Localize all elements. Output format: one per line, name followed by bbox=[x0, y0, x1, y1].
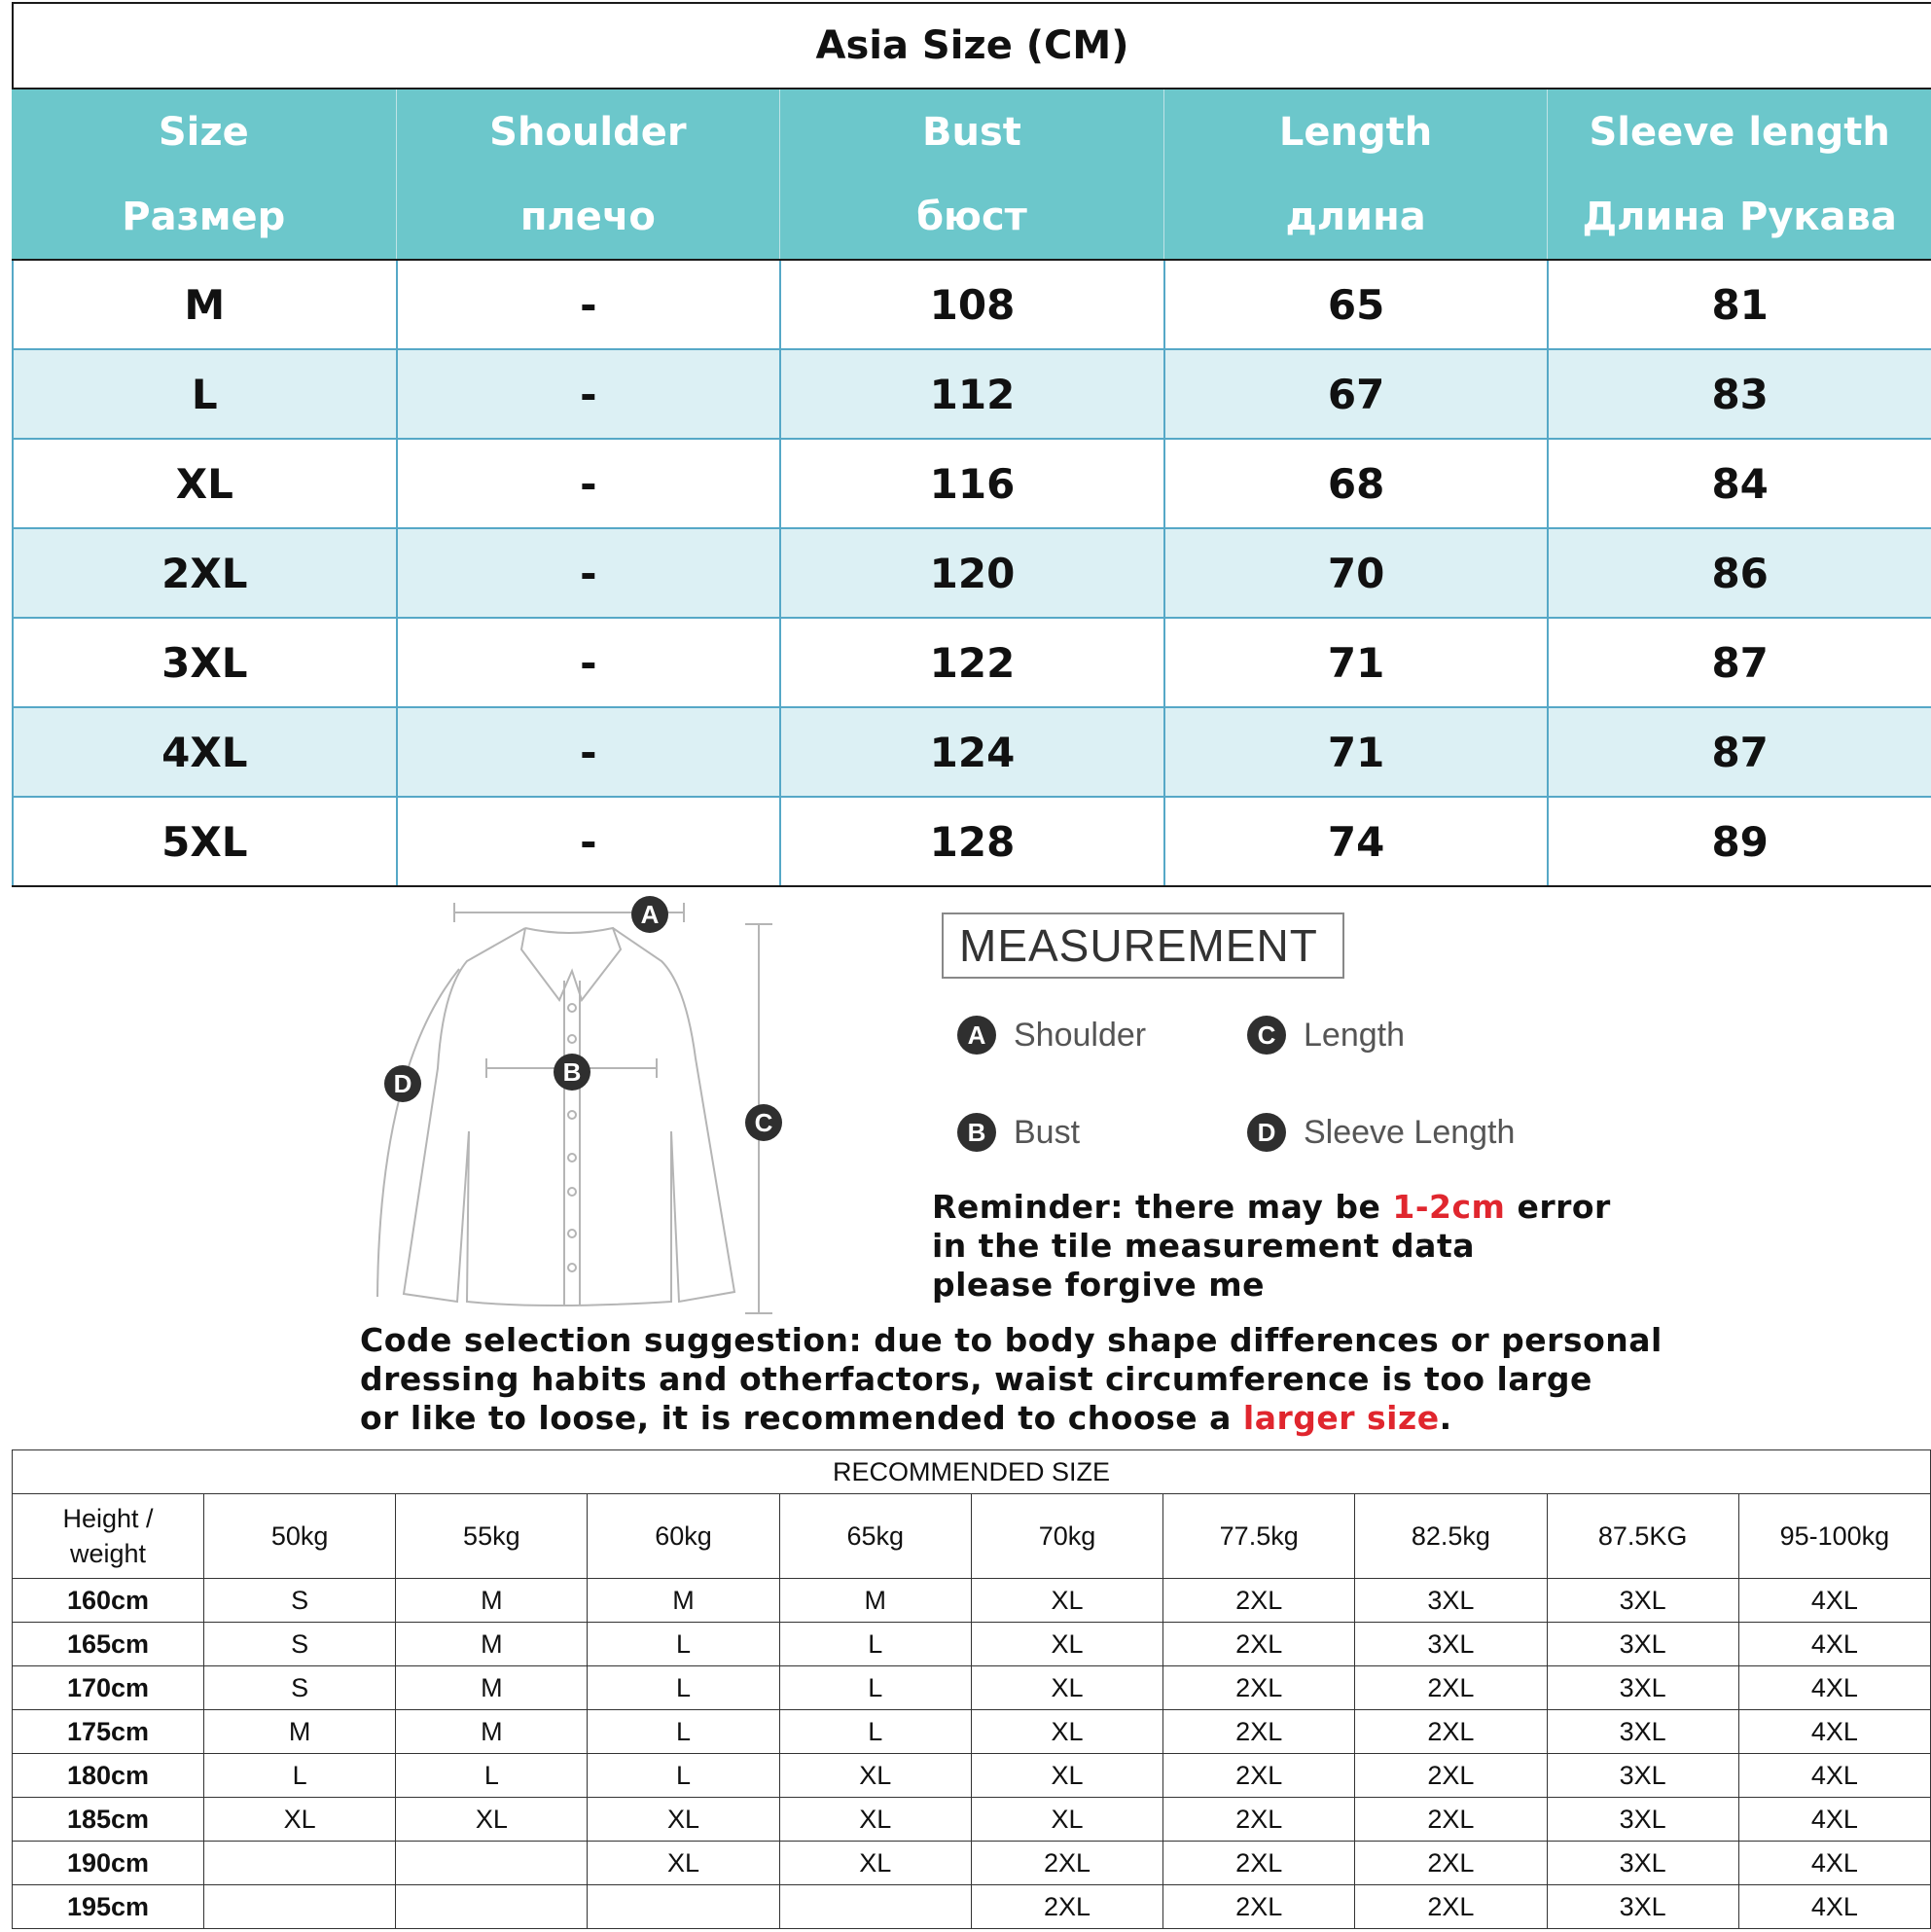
header-size-ru: Размер bbox=[122, 194, 286, 239]
legend-item-length bbox=[1247, 1016, 1405, 1055]
table-row bbox=[13, 1842, 1931, 1885]
header-sleeve-length-ru: Длина Рукава bbox=[1547, 174, 1931, 259]
cell-size: L bbox=[12, 350, 396, 438]
cell-length: 65 bbox=[1163, 261, 1548, 348]
svg-text:C: C bbox=[754, 1108, 773, 1137]
size-cell bbox=[204, 1885, 396, 1929]
marker-d-icon bbox=[384, 1065, 421, 1102]
cell-bust: 122 bbox=[779, 619, 1163, 706]
weight-header: 60kg bbox=[588, 1494, 779, 1579]
suggestion-line-2: dressing habits and otherfactors, waist circumference is too large bbox=[360, 1360, 1592, 1398]
size-cell bbox=[779, 1885, 971, 1929]
cell-shoulder: - bbox=[396, 529, 780, 617]
size-cell: 4XL bbox=[1738, 1885, 1930, 1929]
weight-header: 95-100kg bbox=[1738, 1494, 1930, 1579]
suggestion-line-3 bbox=[360, 1399, 1663, 1438]
size-cell: M bbox=[204, 1710, 396, 1754]
svg-text:B: B bbox=[562, 1057, 582, 1087]
cell-bust: 128 bbox=[779, 798, 1163, 885]
size-cell: XL bbox=[396, 1798, 588, 1842]
size-cell: M bbox=[779, 1579, 971, 1623]
weight-header: 70kg bbox=[971, 1494, 1162, 1579]
cell-sleeve-length: 83 bbox=[1547, 350, 1931, 438]
cell-sleeve-length: 86 bbox=[1547, 529, 1931, 617]
size-cell: L bbox=[204, 1754, 396, 1798]
cell-bust: 116 bbox=[779, 440, 1163, 527]
size-cell: XL bbox=[779, 1754, 971, 1798]
weight-header: 82.5kg bbox=[1355, 1494, 1547, 1579]
header-shoulder-ru: плечо bbox=[396, 174, 780, 259]
size-cell: 2XL bbox=[1163, 1842, 1355, 1885]
size-cell bbox=[588, 1885, 779, 1929]
marker-a-icon bbox=[631, 896, 668, 933]
weight-header: 65kg bbox=[779, 1494, 971, 1579]
height-cell: 170cm bbox=[13, 1666, 204, 1710]
header-row-ru bbox=[12, 174, 1931, 261]
suggestion-line-1: Code selection suggestion: due to body shape differences or personal bbox=[360, 1321, 1663, 1359]
size-cell: XL bbox=[204, 1798, 396, 1842]
header-size: Size bbox=[158, 109, 249, 155]
size-cell: XL bbox=[971, 1623, 1162, 1666]
size-row bbox=[12, 708, 1931, 798]
size-cell: L bbox=[588, 1623, 779, 1666]
size-cell: 4XL bbox=[1738, 1623, 1930, 1666]
size-cell: L bbox=[779, 1666, 971, 1710]
measurement-title: MEASUREMENT bbox=[942, 912, 1344, 979]
height-weight-header bbox=[13, 1494, 204, 1579]
cell-sleeve-length: 87 bbox=[1547, 619, 1931, 706]
size-cell: 2XL bbox=[1163, 1579, 1355, 1623]
suggestion-suffix: . bbox=[1439, 1399, 1452, 1437]
header-row-en bbox=[12, 88, 1931, 174]
marker-b-icon bbox=[554, 1054, 590, 1091]
size-row bbox=[12, 529, 1931, 619]
size-cell: 4XL bbox=[1738, 1710, 1930, 1754]
marker-c-icon bbox=[745, 1104, 782, 1141]
legend-item-bust bbox=[957, 1113, 1080, 1152]
size-cell: XL bbox=[779, 1842, 971, 1885]
cell-size: XL bbox=[12, 440, 396, 527]
height-cell: 180cm bbox=[13, 1754, 204, 1798]
size-cell: XL bbox=[971, 1798, 1162, 1842]
size-cell: XL bbox=[971, 1710, 1162, 1754]
weight-header: 87.5KG bbox=[1547, 1494, 1738, 1579]
cell-size: 3XL bbox=[12, 619, 396, 706]
cell-shoulder: - bbox=[396, 619, 780, 706]
size-cell: L bbox=[588, 1710, 779, 1754]
size-cell: 3XL bbox=[1547, 1798, 1738, 1842]
cell-shoulder: - bbox=[396, 261, 780, 348]
cell-shoulder: - bbox=[396, 440, 780, 527]
marker-a-icon: A bbox=[957, 1016, 996, 1055]
size-cell: 3XL bbox=[1547, 1710, 1738, 1754]
size-cell: 2XL bbox=[1163, 1623, 1355, 1666]
height-cell: 160cm bbox=[13, 1579, 204, 1623]
legend-item-sleeve-length bbox=[1247, 1113, 1515, 1152]
height-cell: 195cm bbox=[13, 1885, 204, 1929]
size-cell: XL bbox=[779, 1798, 971, 1842]
size-cell bbox=[396, 1842, 588, 1885]
size-cell: 4XL bbox=[1738, 1842, 1930, 1885]
table-row bbox=[13, 1666, 1931, 1710]
size-row bbox=[12, 261, 1931, 350]
cell-bust: 124 bbox=[779, 708, 1163, 796]
table-row bbox=[13, 1623, 1931, 1666]
legend-label-length: Length bbox=[1304, 1016, 1405, 1054]
size-cell: 4XL bbox=[1738, 1754, 1930, 1798]
size-cell: 2XL bbox=[1355, 1710, 1547, 1754]
height-cell: 190cm bbox=[13, 1842, 204, 1885]
size-cell: L bbox=[588, 1754, 779, 1798]
size-cell: M bbox=[396, 1623, 588, 1666]
height-cell: 165cm bbox=[13, 1623, 204, 1666]
weight-header: 50kg bbox=[204, 1494, 396, 1579]
size-cell: S bbox=[204, 1579, 396, 1623]
cell-bust: 112 bbox=[779, 350, 1163, 438]
legend-label-bust: Bust bbox=[1014, 1113, 1081, 1151]
cell-size: M bbox=[12, 261, 396, 348]
cell-sleeve-length: 81 bbox=[1547, 261, 1931, 348]
size-cell: 2XL bbox=[1163, 1666, 1355, 1710]
size-cell: 3XL bbox=[1547, 1842, 1738, 1885]
shirt-diagram bbox=[350, 893, 798, 1321]
size-cell: XL bbox=[971, 1579, 1162, 1623]
size-cell: 2XL bbox=[971, 1842, 1162, 1885]
size-cell: L bbox=[588, 1666, 779, 1710]
size-cell: 3XL bbox=[1547, 1579, 1738, 1623]
weight-header: 77.5kg bbox=[1163, 1494, 1355, 1579]
table-row bbox=[13, 1710, 1931, 1754]
weight-header: 55kg bbox=[396, 1494, 588, 1579]
svg-text:A: A bbox=[640, 900, 660, 929]
cell-length: 68 bbox=[1163, 440, 1548, 527]
suggestion-note bbox=[360, 1321, 1663, 1438]
size-cell: 2XL bbox=[1163, 1885, 1355, 1929]
size-rows bbox=[12, 261, 1931, 887]
size-cell bbox=[396, 1885, 588, 1929]
cell-length: 74 bbox=[1163, 798, 1548, 885]
cell-size: 5XL bbox=[12, 798, 396, 885]
cell-shoulder: - bbox=[396, 798, 780, 885]
size-chart-title: Asia Size (CM) bbox=[12, 2, 1931, 88]
size-cell: S bbox=[204, 1623, 396, 1666]
marker-c-icon: C bbox=[1247, 1016, 1286, 1055]
header-length: Length bbox=[1163, 89, 1548, 174]
size-row bbox=[12, 798, 1931, 887]
size-cell: 2XL bbox=[1355, 1754, 1547, 1798]
legend-label-shoulder: Shoulder bbox=[1014, 1016, 1147, 1054]
size-cell: S bbox=[204, 1666, 396, 1710]
reminder-prefix: Reminder: there may be bbox=[932, 1188, 1393, 1226]
reminder-line-2: in the tile measurement data bbox=[932, 1227, 1475, 1265]
height-cell: 175cm bbox=[13, 1710, 204, 1754]
header-sleeve-length: Sleeve length bbox=[1547, 89, 1931, 174]
size-cell: L bbox=[779, 1623, 971, 1666]
size-cell: 3XL bbox=[1355, 1623, 1547, 1666]
size-row bbox=[12, 440, 1931, 529]
cell-length: 71 bbox=[1163, 619, 1548, 706]
cell-length: 67 bbox=[1163, 350, 1548, 438]
recommended-title: RECOMMENDED SIZE bbox=[13, 1450, 1931, 1494]
size-cell: 2XL bbox=[1355, 1885, 1547, 1929]
reminder-line-3: please forgive me bbox=[932, 1266, 1265, 1304]
size-cell: 3XL bbox=[1547, 1754, 1738, 1798]
cell-bust: 108 bbox=[779, 261, 1163, 348]
size-cell: 2XL bbox=[1355, 1842, 1547, 1885]
cell-length: 71 bbox=[1163, 708, 1548, 796]
size-cell: L bbox=[779, 1710, 971, 1754]
size-cell: M bbox=[588, 1579, 779, 1623]
size-cell bbox=[204, 1842, 396, 1885]
cell-shoulder: - bbox=[396, 350, 780, 438]
cell-shoulder: - bbox=[396, 708, 780, 796]
header-bust-ru: бюст bbox=[779, 174, 1163, 259]
suggestion-prefix: or like to loose, it is recommended to choose a bbox=[360, 1399, 1243, 1437]
size-cell: XL bbox=[971, 1754, 1162, 1798]
size-cell: 2XL bbox=[1163, 1710, 1355, 1754]
reminder-note bbox=[932, 1188, 1611, 1305]
marker-b-icon: B bbox=[957, 1113, 996, 1152]
size-cell: 3XL bbox=[1355, 1579, 1547, 1623]
size-row bbox=[12, 350, 1931, 440]
legend-item-shoulder bbox=[957, 1016, 1146, 1055]
size-cell: M bbox=[396, 1710, 588, 1754]
header-length-ru: длина bbox=[1163, 174, 1548, 259]
cell-length: 70 bbox=[1163, 529, 1548, 617]
size-cell: 4XL bbox=[1738, 1579, 1930, 1623]
size-cell: XL bbox=[588, 1842, 779, 1885]
size-cell: M bbox=[396, 1666, 588, 1710]
size-cell: 3XL bbox=[1547, 1885, 1738, 1929]
size-cell: M bbox=[396, 1579, 588, 1623]
table-row bbox=[13, 1579, 1931, 1623]
size-cell: 2XL bbox=[971, 1885, 1162, 1929]
size-chart bbox=[12, 2, 1931, 887]
svg-text:D: D bbox=[393, 1069, 412, 1098]
cell-size: 4XL bbox=[12, 708, 396, 796]
size-cell: 3XL bbox=[1547, 1623, 1738, 1666]
cell-bust: 120 bbox=[779, 529, 1163, 617]
size-cell: 2XL bbox=[1163, 1798, 1355, 1842]
height-weight-label-2: weight bbox=[69, 1539, 147, 1568]
table-row bbox=[13, 1798, 1931, 1842]
table-row bbox=[13, 1754, 1931, 1798]
reminder-suffix: error bbox=[1505, 1188, 1611, 1226]
reminder-line-1 bbox=[932, 1188, 1611, 1227]
cell-sleeve-length: 84 bbox=[1547, 440, 1931, 527]
height-cell: 185cm bbox=[13, 1798, 204, 1842]
cell-sleeve-length: 89 bbox=[1547, 798, 1931, 885]
reminder-highlight: 1-2cm bbox=[1392, 1188, 1506, 1226]
size-cell: XL bbox=[588, 1798, 779, 1842]
cell-sleeve-length: 87 bbox=[1547, 708, 1931, 796]
header-shoulder: Shoulder bbox=[396, 89, 780, 174]
recommended-size-table bbox=[12, 1449, 1931, 1929]
cell-size: 2XL bbox=[12, 529, 396, 617]
size-cell: L bbox=[396, 1754, 588, 1798]
size-row bbox=[12, 619, 1931, 708]
marker-d-icon: D bbox=[1247, 1113, 1286, 1152]
size-cell: XL bbox=[971, 1666, 1162, 1710]
suggestion-highlight: larger size bbox=[1242, 1399, 1440, 1437]
size-cell: 3XL bbox=[1547, 1666, 1738, 1710]
size-cell: 2XL bbox=[1163, 1754, 1355, 1798]
table-row bbox=[13, 1885, 1931, 1929]
height-weight-label-1: Height / bbox=[62, 1504, 154, 1533]
size-cell: 2XL bbox=[1355, 1798, 1547, 1842]
size-cell: 4XL bbox=[1738, 1798, 1930, 1842]
header-bust: Bust bbox=[779, 89, 1163, 174]
legend-label-sleeve-length: Sleeve Length bbox=[1304, 1113, 1516, 1151]
size-cell: 4XL bbox=[1738, 1666, 1930, 1710]
size-cell: 2XL bbox=[1355, 1666, 1547, 1710]
